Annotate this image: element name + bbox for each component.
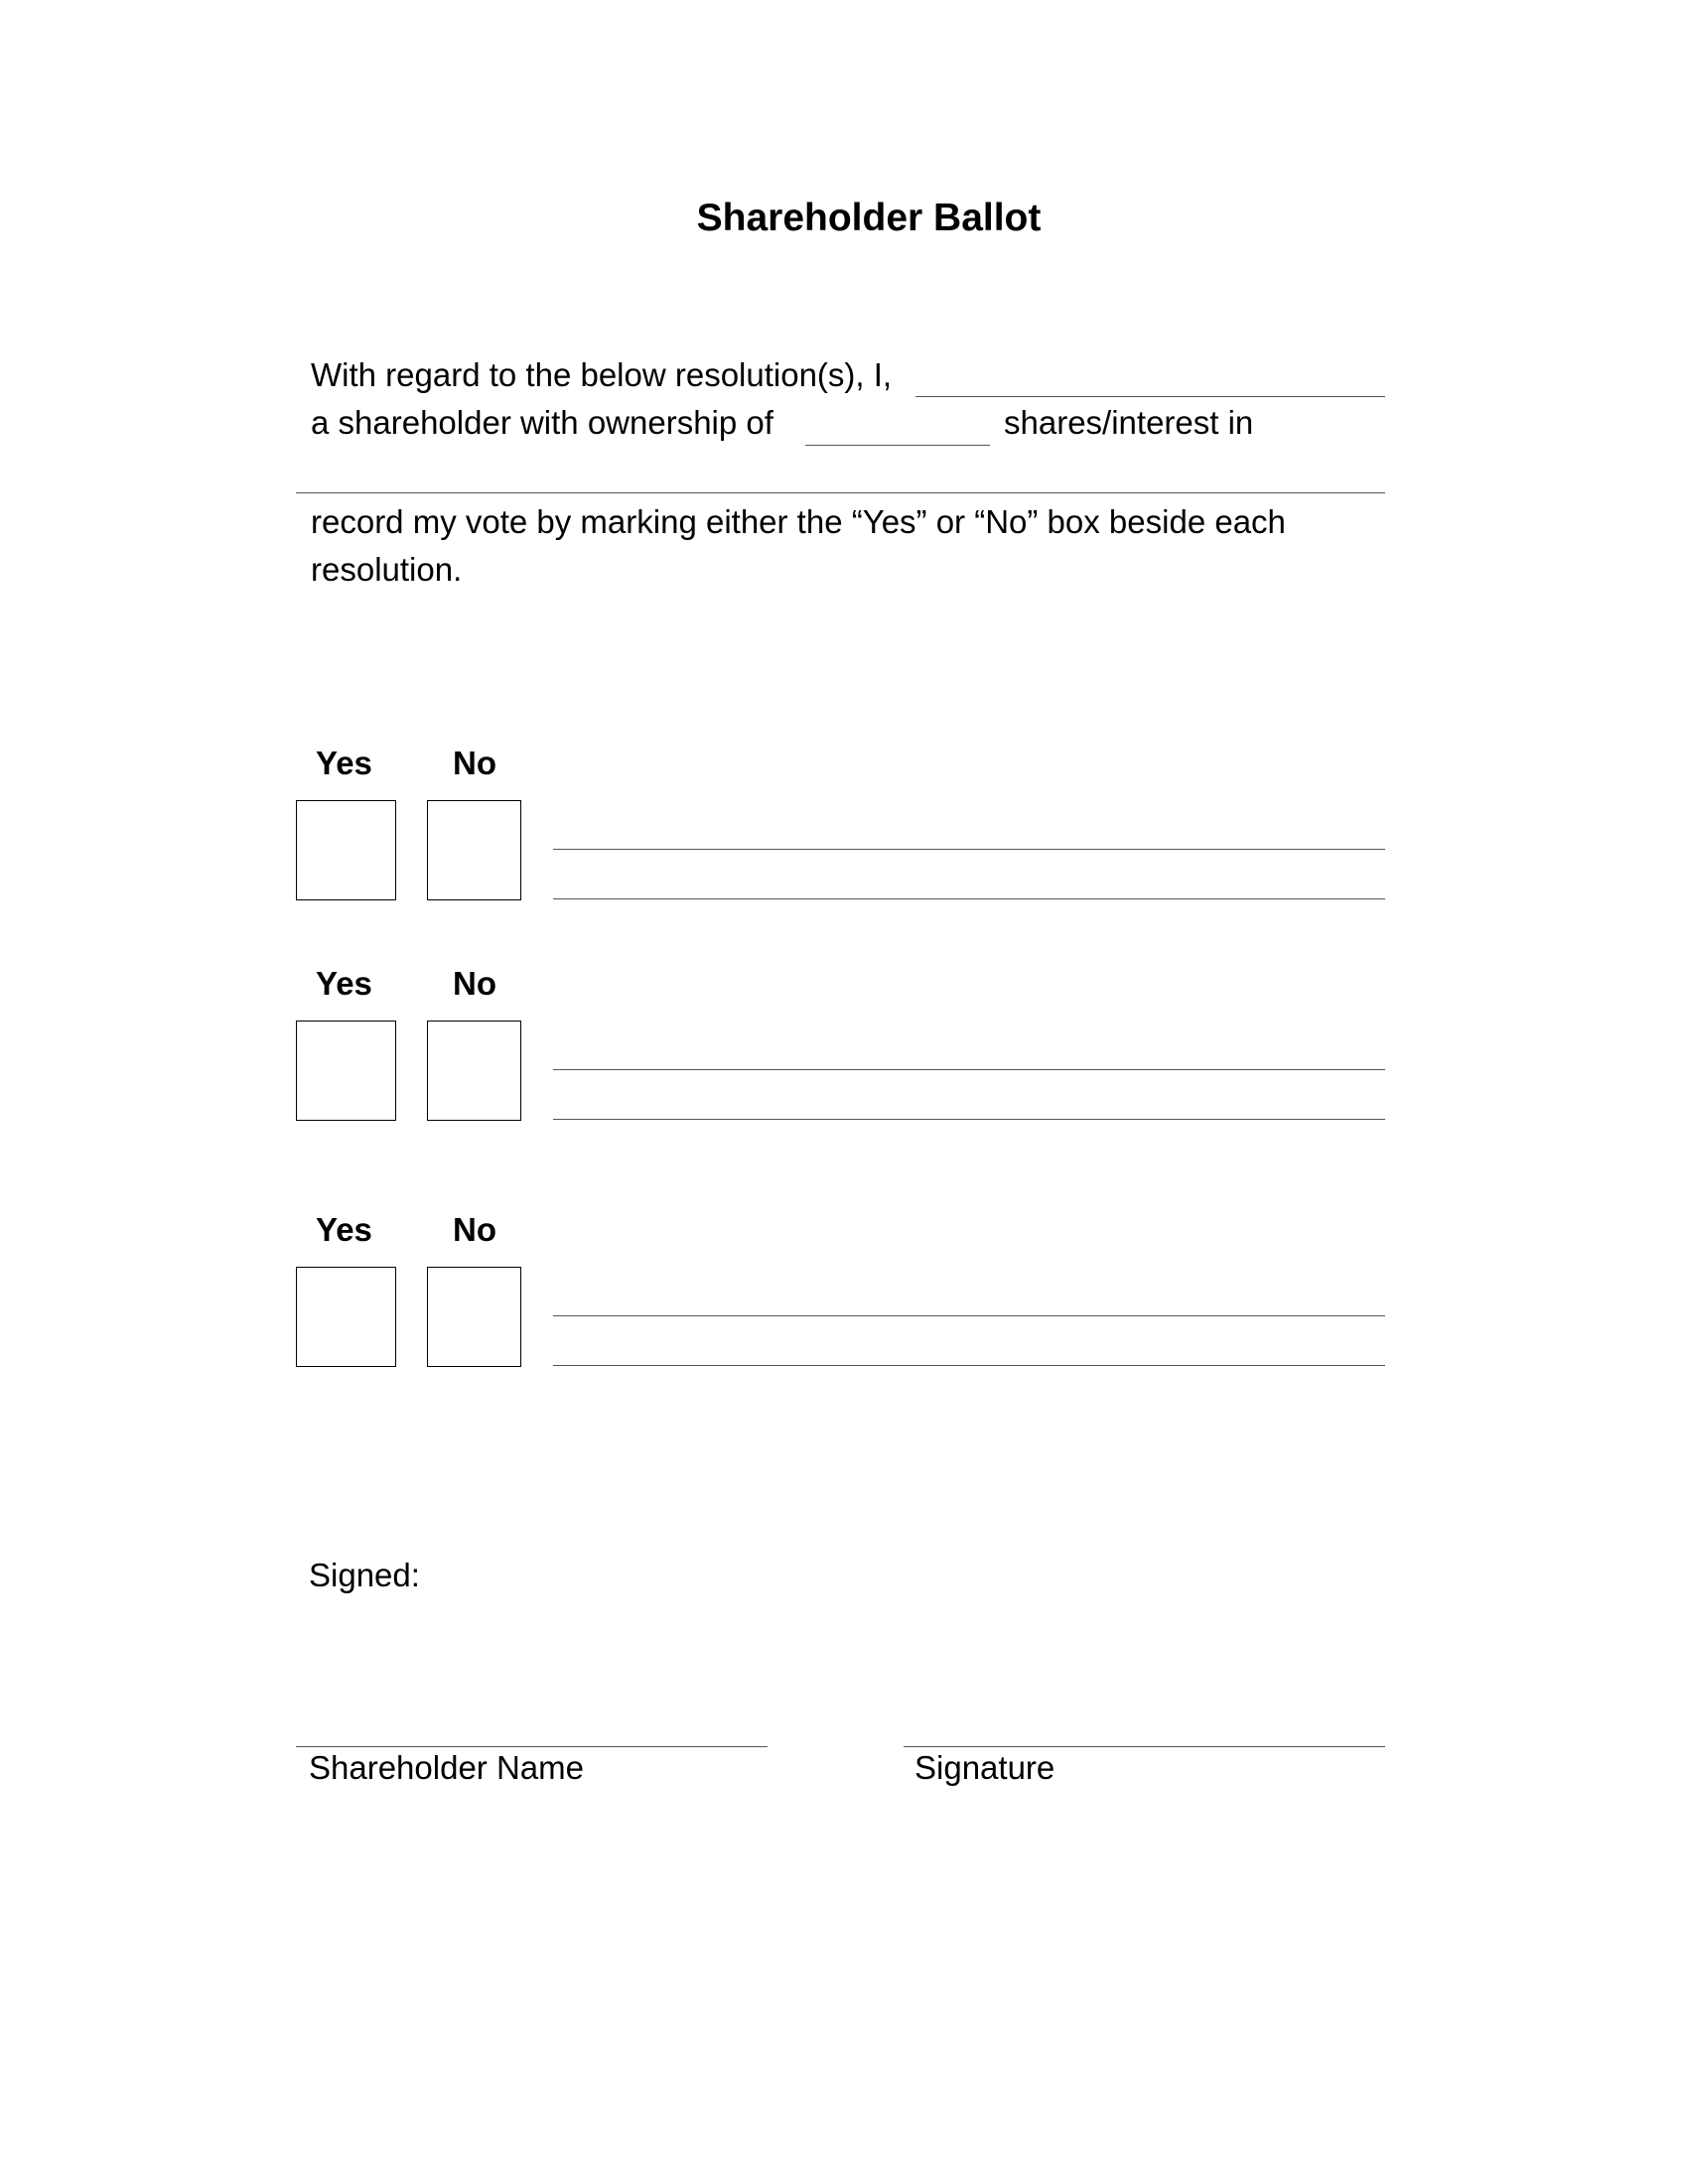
shareholder-name-blank[interactable] — [915, 396, 1385, 397]
resolution-text-line-2[interactable] — [553, 1119, 1385, 1120]
intro-line-2-start: a shareholder with ownership of — [311, 404, 774, 441]
intro-line-3: record my vote by marking either the “Yes” or “No” box beside each — [311, 503, 1286, 540]
no-checkbox[interactable] — [427, 1267, 521, 1367]
no-label: No — [453, 745, 496, 781]
intro-line-2-end: shares/interest in — [1004, 404, 1254, 441]
intro-line-4: resolution. — [311, 551, 463, 588]
company-name-blank[interactable] — [296, 492, 1385, 493]
yes-checkbox[interactable] — [296, 800, 396, 900]
signature-label: Signature — [914, 1749, 1055, 1786]
yes-label: Yes — [316, 745, 372, 781]
no-checkbox[interactable] — [427, 800, 521, 900]
page-title: Shareholder Ballot — [696, 197, 1042, 239]
resolution-text-line-2[interactable] — [553, 1365, 1385, 1366]
intro-line-1: With regard to the below resolution(s), I, — [311, 356, 893, 393]
signature-line[interactable] — [904, 1746, 1385, 1747]
shareholder-name-line[interactable] — [296, 1746, 768, 1747]
no-label: No — [453, 1211, 496, 1248]
no-checkbox[interactable] — [427, 1021, 521, 1121]
shareholder-name-label: Shareholder Name — [309, 1749, 584, 1786]
shares-count-blank[interactable] — [805, 445, 990, 446]
yes-checkbox[interactable] — [296, 1021, 396, 1121]
resolution-text-line-1[interactable] — [553, 1315, 1385, 1316]
signed-label: Signed: — [309, 1557, 420, 1593]
yes-label: Yes — [316, 965, 372, 1002]
yes-checkbox[interactable] — [296, 1267, 396, 1367]
resolution-text-line-1[interactable] — [553, 1069, 1385, 1070]
yes-label: Yes — [316, 1211, 372, 1248]
resolution-text-line-2[interactable] — [553, 898, 1385, 899]
resolution-text-line-1[interactable] — [553, 849, 1385, 850]
no-label: No — [453, 965, 496, 1002]
